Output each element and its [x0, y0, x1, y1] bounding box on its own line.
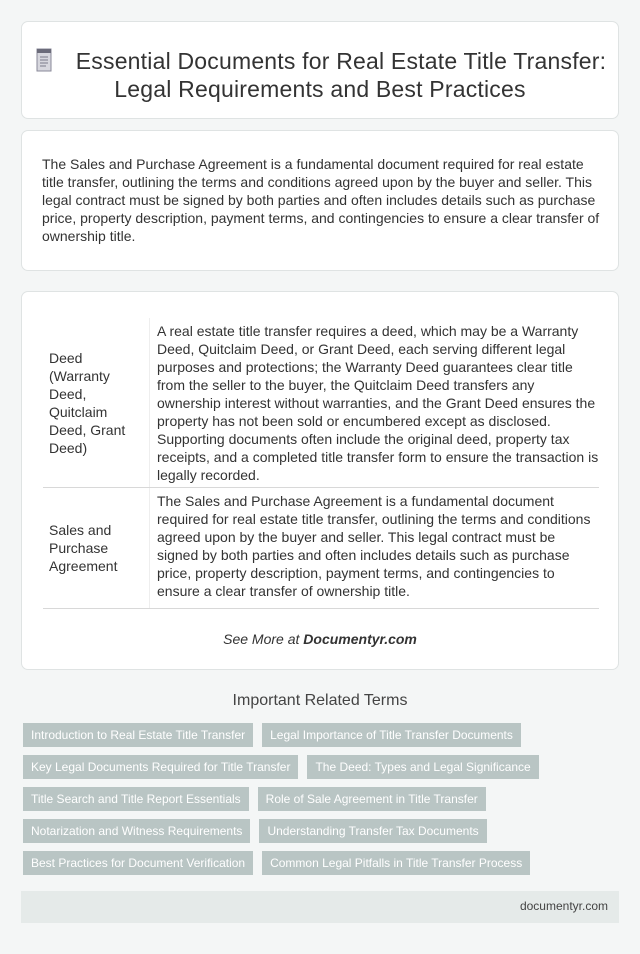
table-description: A real estate title transfer requires a deed, which may be a Warranty Deed, Quitclaim Deed, or Grant Deed, each serving different legal purposes and protections; the Warranty Deed guarantees clear title from the seller to the buyer, the Quitclaim Deed transfers any ownership interest without warranties, and the Grant Deed ensures the property has not been sold or encumbered except as disclosed. Supporting documents often include the original deed, property tax receipts, and a completed title transfer form to ensure the transaction is legally recorded.: [157, 323, 599, 483]
see-more-link[interactable]: [22, 631, 618, 647]
footer-site-link[interactable]: documentyr.com: [519, 899, 608, 913]
related-term-tag[interactable]: Introduction to Real Estate Title Transfer: [23, 723, 253, 747]
intro-text: The Sales and Purchase Agreement is a fundamental document required for real estate title transfer, outlining the terms and conditions agreed upon by the buyer and seller. This legal contract must be signed by both parties and often includes details such as purchase price, property description, payment terms, and contingencies to ensure a clear transfer of ownership title.: [42, 156, 600, 244]
related-term-tag[interactable]: Best Practices for Document Verification: [23, 851, 253, 875]
related-term-tag[interactable]: Title Search and Title Report Essentials: [23, 787, 249, 811]
table-term: Deed (Warranty Deed, Quitclaim Deed, Grant Deed): [43, 318, 150, 487]
related-term-tag[interactable]: The Deed: Types and Legal Significance: [307, 755, 538, 779]
title-card: [21, 21, 619, 119]
related-terms-title: Important Related Terms: [232, 692, 408, 709]
table-term: Sales and Purchase Agreement: [43, 488, 150, 608]
see-more-prefix: See More at: [223, 631, 304, 647]
related-term-tag[interactable]: Legal Importance of Title Transfer Documents: [262, 723, 521, 747]
related-term-tag[interactable]: Role of Sale Agreement in Title Transfer: [258, 787, 486, 811]
intro-card: [21, 130, 619, 271]
footer: [21, 891, 619, 923]
see-more-site[interactable]: Documentyr.com: [303, 631, 417, 647]
related-term-tag[interactable]: Key Legal Documents Required for Title Transfer: [23, 755, 298, 779]
related-term-tag[interactable]: Notarization and Witness Requirements: [23, 819, 250, 843]
table-row: [43, 318, 599, 488]
documents-table-card: [21, 291, 619, 670]
related-term-tag[interactable]: Common Legal Pitfalls in Title Transfer Process: [262, 851, 530, 875]
related-term-tag[interactable]: Understanding Transfer Tax Documents: [259, 819, 486, 843]
related-terms-list: [23, 723, 613, 883]
table-row: [43, 488, 599, 609]
table-description: The Sales and Purchase Agreement is a fundamental document required for real estate title transfer, outlining the terms and conditions agreed upon by the buyer and seller. This legal contract must be signed by both parties and often includes details such as purchase price, property description, payment terms, and contingencies to ensure a clear transfer of ownership title.: [157, 493, 591, 599]
page-title: [22, 47, 618, 103]
page-title-text: Essential Documents for Real Estate Title Transfer: Legal Requirements and Best Practices: [75, 48, 607, 102]
document-icon: [34, 48, 54, 72]
documents-table: [43, 318, 599, 609]
